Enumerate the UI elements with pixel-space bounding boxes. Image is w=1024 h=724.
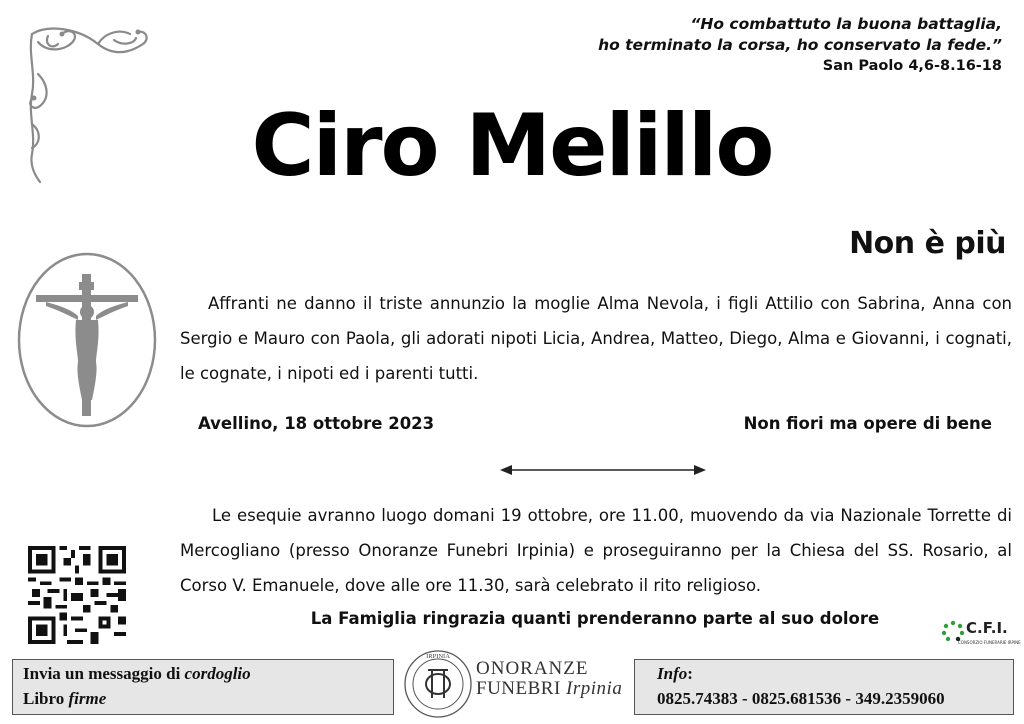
deceased-name: Ciro Melillo (251, 96, 773, 196)
subtitle: Non è più (849, 226, 1006, 261)
quote-reference: San Paolo 4,6-8.16-18 (822, 58, 1002, 74)
funeral-home-name (476, 658, 622, 700)
cfi-logo-icon (940, 620, 966, 642)
info-label: Info (657, 664, 688, 683)
funeral-details-text: Le esequie avranno luogo domani 19 ottobre, ore 11.00, muovendo da via Nazionale Torrette di Mercogliano (presso Onoranze Funebri Irpinia) e proseguiranno per la Chiesa del SS. Rosario, al Corso V. Emanuele, dove alle ore 11.30, sarà celebrato il rito religioso. (180, 506, 1012, 595)
cfi-logo (940, 618, 1021, 648)
announcement-text: Affranti ne danno il triste annunzio la moglie Alma Nevola, i figli Attilio con Sabrina, Anna con Sergio e Mauro con Paola, gli adorati nipoti Licia, Andrea, Matteo, Diego, Alma e Giovanni, i cognati, le cognate, i nipoti ed i parenti tutti. (180, 294, 1012, 383)
family-thanks: La Famiglia ringrazia quanti prenderanno parte al suo dolore (310, 609, 880, 628)
quote-line-2: ho terminato la corsa, ho conservato la fede.” (598, 36, 1002, 54)
logo-top-text: IRPINIA (426, 653, 450, 660)
info-colon: : (687, 664, 693, 683)
double-arrow-icon (500, 462, 706, 478)
qr-code-icon[interactable] (28, 546, 126, 644)
brand-line-1: ONORANZE (476, 658, 589, 679)
send-message-italic: cordoglio (184, 664, 251, 683)
cfi-subtext: CONSORZIO FUNERARIE IRPINE (958, 640, 1021, 645)
condolence-box[interactable] (12, 659, 394, 715)
info-box (634, 659, 1014, 715)
info-label-row (657, 664, 693, 684)
no-flowers-note: Non fiori ma opere di bene (743, 414, 992, 433)
quote-line-1: “Ho combattuto la buona battaglia, (690, 15, 1002, 33)
brand-line-2 (476, 678, 622, 700)
guest-book-italic: firme (68, 689, 107, 708)
guest-book-link[interactable] (23, 689, 106, 709)
brand-line-2b: Irpinia (566, 678, 623, 699)
funeral-home-logo-icon (402, 648, 474, 720)
phone-numbers[interactable]: 0825.74383 - 0825.681536 - 349.2359060 (657, 689, 945, 708)
brand-line-2a: FUNEBRI (476, 678, 567, 699)
send-condolence-link[interactable] (23, 664, 251, 684)
cfi-text: C.F.I. (966, 619, 1008, 637)
guest-book-prefix: Libro (23, 689, 69, 708)
bible-quote (482, 14, 1002, 77)
place-date: Avellino, 18 ottobre 2023 (198, 414, 435, 433)
crucifix-icon (16, 250, 158, 430)
send-message-prefix: Invia un messaggio di (23, 664, 185, 683)
